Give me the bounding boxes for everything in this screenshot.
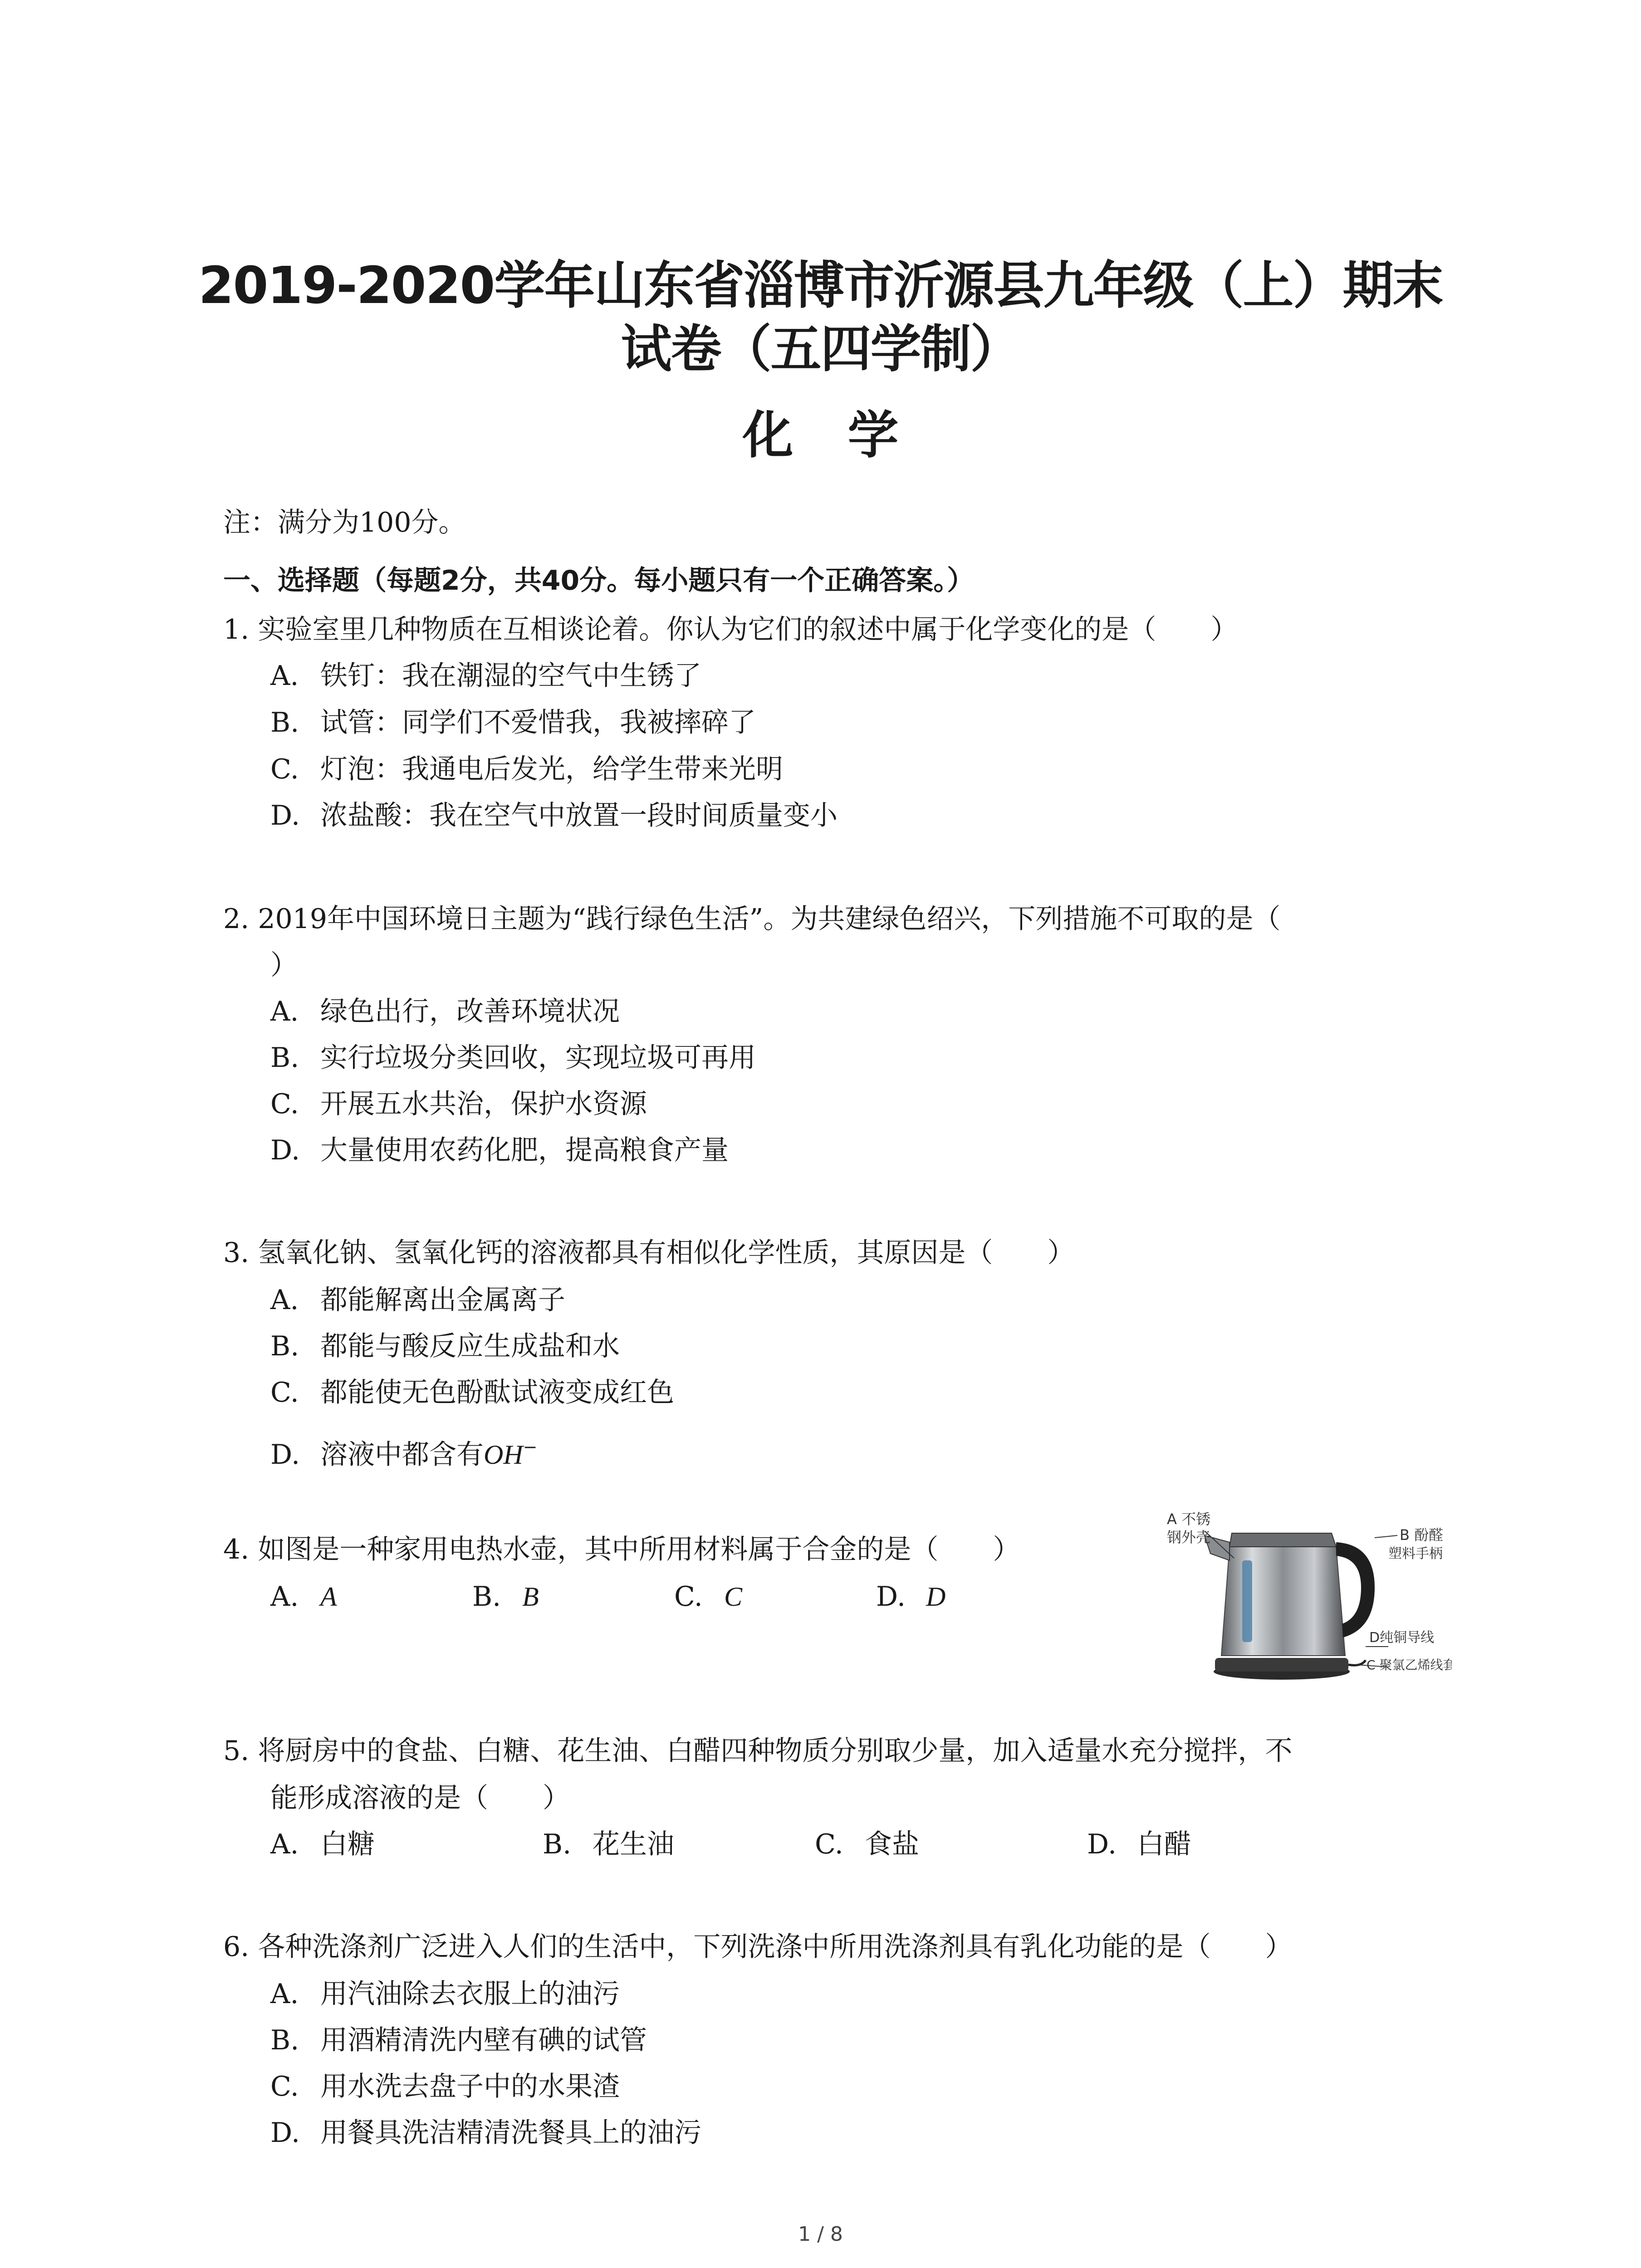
q4-option-d: D. D <box>876 1581 946 1613</box>
subject-char-1: 化 <box>742 406 794 465</box>
q6-option-d: D. 用餐具洗洁精清洗餐具上的油污 <box>270 2117 701 2149</box>
kettle-label-b-line1: B 酚醛 <box>1400 1526 1444 1544</box>
q5-option-b: B. 花生油 <box>543 1828 674 1860</box>
q2-option-c: C. 开展五水共治，保护水资源 <box>270 1088 647 1120</box>
q3-option-d: D. 溶液中都含有OH− <box>270 1437 538 1471</box>
q2-option-a: A. 绿色出行，改善环境状况 <box>270 996 620 1027</box>
score-note: 注：满分为100分。 <box>223 507 466 538</box>
question-1-stem: 1. 实验室里几种物质在互相谈论着。你认为它们的叙述中属于化学变化的是（ ） <box>223 614 1238 645</box>
q2-option-b: B. 实行垃圾分类回收，实现垃圾可再用 <box>270 1042 756 1074</box>
title-line-1: 2019-2020学年山东省淄博市沂源县九年级（上）期末 <box>198 256 1443 315</box>
question-6-stem: 6. 各种洗涤剂广泛进入人们的生活中，下列洗涤中所用洗涤剂具有乳化功能的是（ ） <box>223 1931 1293 1963</box>
question-2-stem-cont: ） <box>270 949 298 981</box>
hydroxide-charge: − <box>523 1437 538 1457</box>
exam-title <box>0 254 1641 381</box>
q1-option-d: D. 浓盐酸：我在空气中放置一段时间质量变小 <box>270 800 838 831</box>
q4-option-b: B. B <box>472 1581 539 1613</box>
q4-option-c: C. C <box>674 1581 743 1613</box>
kettle-lid <box>1230 1533 1336 1547</box>
kettle-label-d: D纯铜导线 <box>1369 1630 1435 1646</box>
kettle-label-a-line1: A 不锈 <box>1167 1510 1211 1528</box>
kettle-label-b-line2: 塑料手柄 <box>1388 1546 1443 1562</box>
q1-option-c: C. 灯泡：我通电后发光，给学生带来光明 <box>270 753 783 785</box>
question-2-stem: 2. 2019年中国环境日主题为“践行绿色生活”。为共建绿色绍兴，下列措施不可取的是（ <box>223 903 1281 935</box>
q3-option-a: A. 都能解离出金属离子 <box>270 1284 565 1316</box>
kettle-base-plate <box>1215 1658 1348 1672</box>
title-line-2: 试卷（五四学制） <box>621 320 1020 379</box>
q5-options <box>270 1826 1359 1862</box>
subject-title <box>0 395 1641 468</box>
question-5-stem: 5. 将厨房中的食盐、白糖、花生油、白醋四种物质分别取少量，加入适量水充分搅拌，不 <box>223 1735 1293 1767</box>
question-5-stem-cont: 能形成溶液的是（ ） <box>270 1782 570 1814</box>
q1-option-b: B. 试管：同学们不爱惜我，我被摔碎了 <box>270 707 756 738</box>
kettle-label-c: C 聚氯乙烯线套 <box>1367 1657 1452 1672</box>
q6-option-c: C. 用水洗去盘子中的水果渣 <box>270 2071 620 2102</box>
q4-options <box>270 1579 1078 1615</box>
page-number: 1 / 8 <box>798 2223 843 2246</box>
q5-option-d: D. 白醋 <box>1087 1828 1191 1860</box>
q3-option-c: C. 都能使无色酚酞试液变成红色 <box>270 1377 674 1408</box>
q5-option-a: A. 白糖 <box>270 1828 375 1860</box>
q1-option-a: A. 铁钉：我在潮湿的空气中生锈了 <box>270 660 701 692</box>
q4-option-a: A. A <box>270 1581 337 1613</box>
q5-option-c: C. 食盐 <box>815 1828 919 1860</box>
subject-char-2: 学 <box>847 406 899 465</box>
question-4-stem: 4. 如图是一种家用电热水壶，其中所用材料属于合金的是（ ） <box>223 1534 1020 1565</box>
kettle-label-a-line2: 钢外壳 <box>1167 1529 1211 1546</box>
kettle-body <box>1221 1547 1345 1656</box>
callout-line-b <box>1375 1535 1397 1538</box>
q6-option-b: B. 用酒精清洗内壁有碘的试管 <box>270 2024 647 2056</box>
q2-option-d: D. 大量使用农药化肥，提高粮食产量 <box>270 1134 729 1166</box>
kettle-figure <box>1161 1510 1452 1687</box>
kettle-water-window <box>1242 1560 1252 1642</box>
question-3-stem: 3. 氢氧化钠、氢氧化钙的溶液都具有相似化学性质，其原因是（ ） <box>223 1237 1075 1269</box>
q6-option-a: A. 用汽油除去衣服上的油污 <box>270 1978 620 2010</box>
section-heading: 一、选择题（每题2分，共40分。每小题只有一个正确答案。） <box>223 565 975 596</box>
q3-option-b: B. 都能与酸反应生成盐和水 <box>270 1330 620 1362</box>
hydroxide-formula: OH <box>484 1440 523 1470</box>
